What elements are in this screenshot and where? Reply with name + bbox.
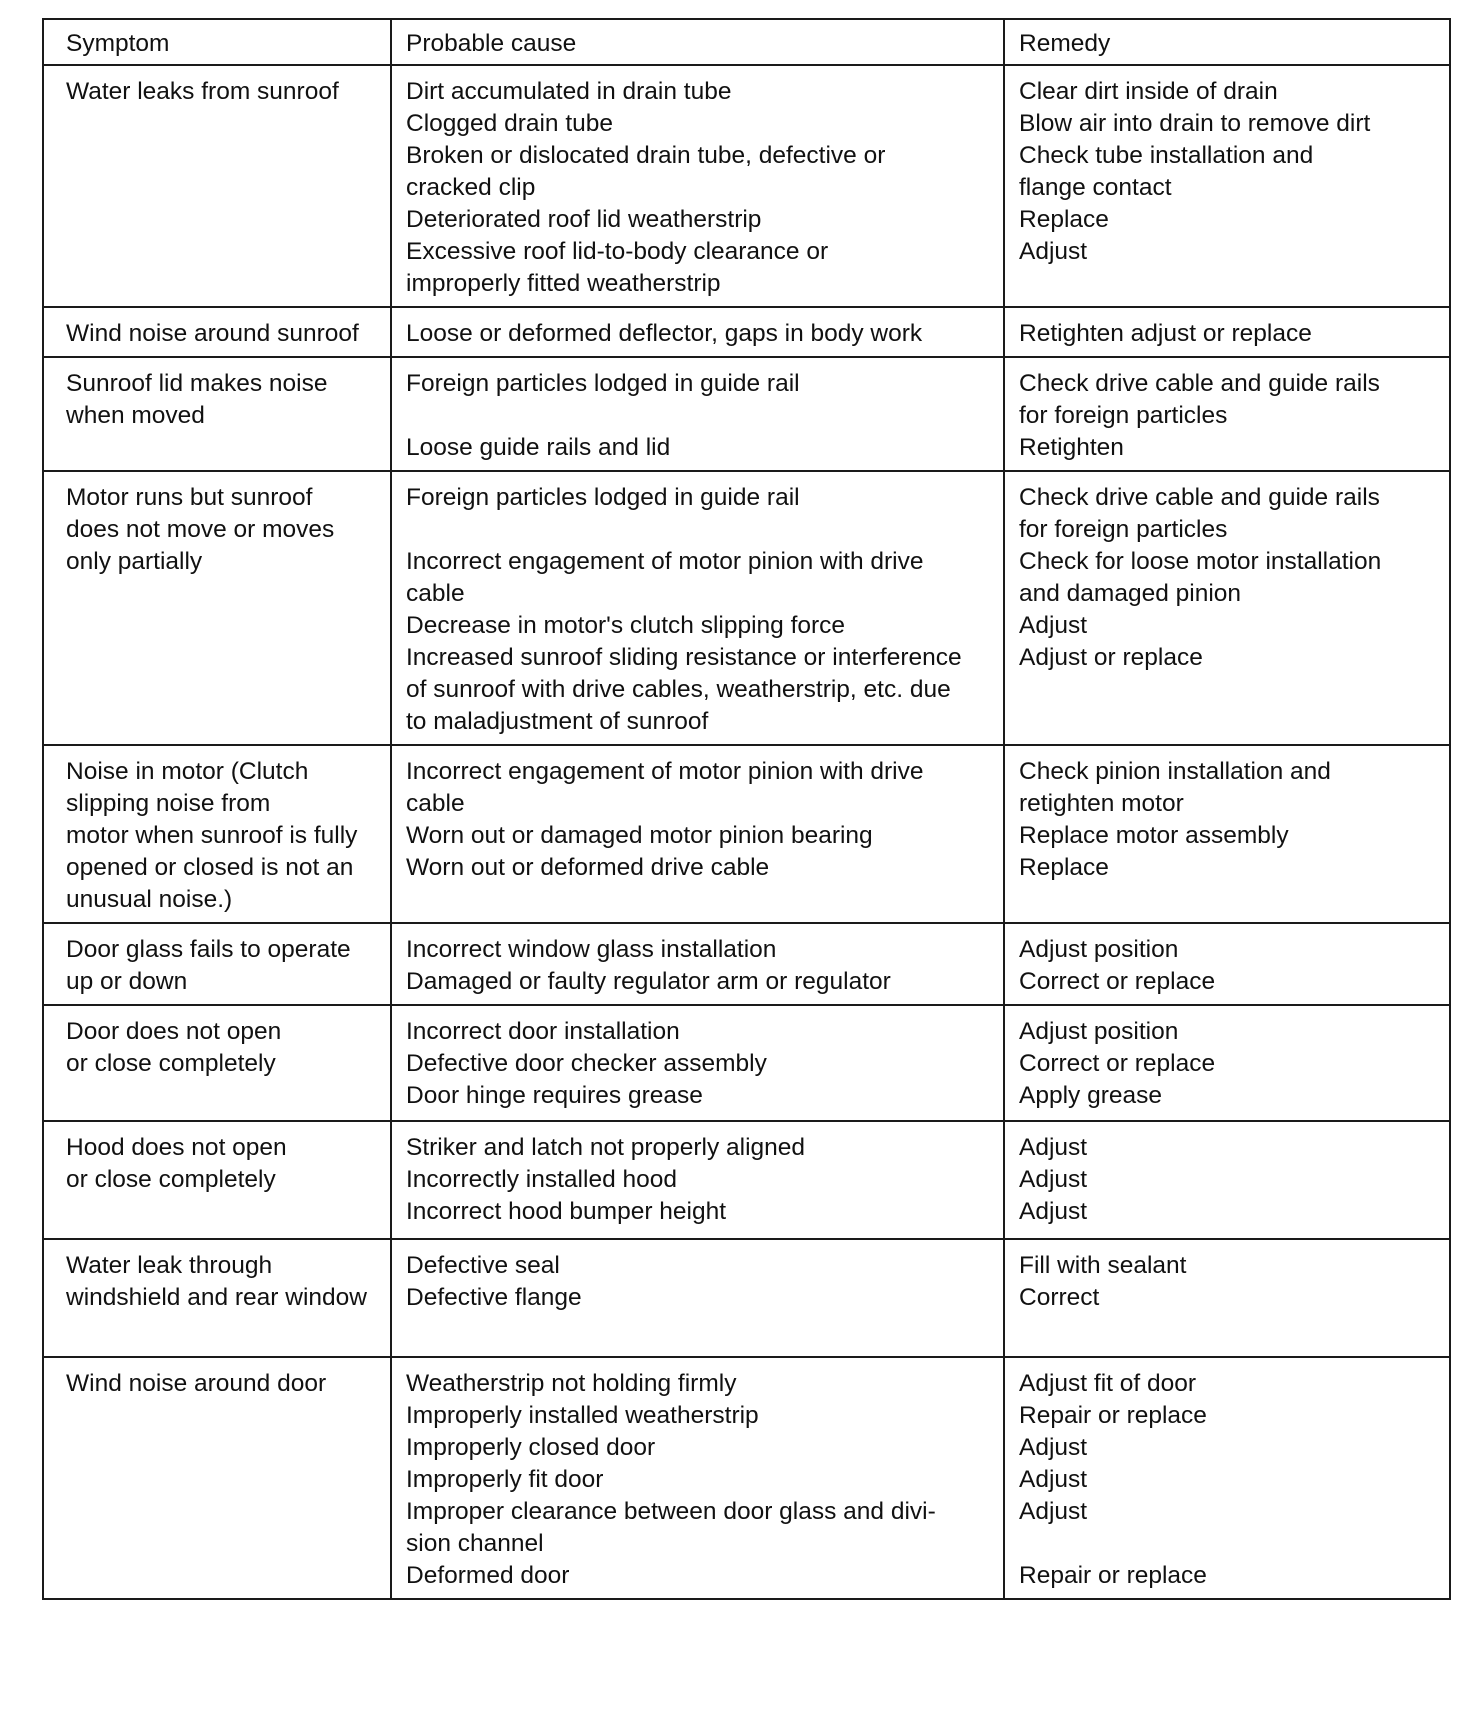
cause-line: Weatherstrip not holding firmly <box>406 1370 737 1397</box>
remedy-line: Adjust position <box>1019 1018 1179 1045</box>
symptom-cell <box>43 1005 391 1121</box>
remedy-line: Replace <box>1019 206 1109 233</box>
cause-line: Improperly fit door <box>406 1466 604 1493</box>
remedy-cell <box>1004 471 1450 745</box>
probable-cause-cell <box>391 745 1004 923</box>
symptom-cell <box>43 357 391 471</box>
cause-line: Improper clearance between door glass and divi- <box>406 1498 936 1525</box>
cause-line: Broken or dislocated drain tube, defective or <box>406 142 886 169</box>
cause-line: Incorrectly installed hood <box>406 1166 678 1193</box>
remedy-line: Adjust <box>1019 1134 1088 1161</box>
cause-line: Incorrect engagement of motor pinion with drive <box>406 758 924 785</box>
cause-line: Excessive roof lid-to-body clearance or <box>406 238 829 265</box>
cause-line: Incorrect hood bumper height <box>406 1198 727 1225</box>
cause-line: Foreign particles lodged in guide rail <box>406 484 800 511</box>
remedy-line: retighten motor <box>1019 790 1184 817</box>
remedy-line: for foreign particles <box>1019 402 1228 429</box>
symptom-line: slipping noise from <box>66 790 271 817</box>
symptom-cell <box>43 65 391 307</box>
remedy-line: Check tube installation and <box>1019 142 1314 169</box>
cause-line: Dirt accumulated in drain tube <box>406 78 732 105</box>
table-body <box>43 65 1450 1599</box>
header-row <box>43 19 1450 65</box>
remedy-line: Clear dirt inside of drain <box>1019 78 1278 105</box>
cause-line: Incorrect window glass installation <box>406 936 777 963</box>
remedy-cell <box>1004 1121 1450 1239</box>
cause-line: Foreign particles lodged in guide rail <box>406 370 800 397</box>
remedy-cell <box>1004 65 1450 307</box>
cause-line: of sunroof with drive cables, weatherstrip, etc. due <box>406 676 951 703</box>
cause-line: Damaged or faulty regulator arm or regulator <box>406 968 891 995</box>
table-row <box>43 1239 1450 1357</box>
remedy-line: Replace motor assembly <box>1019 822 1289 849</box>
symptom-line: unusual noise.) <box>66 886 233 913</box>
header-remedy: Remedy <box>1004 19 1450 65</box>
remedy-line: Replace <box>1019 854 1109 881</box>
symptom-line: or close completely <box>66 1166 276 1193</box>
probable-cause-cell <box>391 65 1004 307</box>
remedy-line: Adjust position <box>1019 936 1179 963</box>
symptom-line: Sunroof lid makes noise <box>66 370 328 397</box>
symptom-line: Door does not open <box>66 1018 282 1045</box>
cause-line: sion channel <box>406 1530 544 1557</box>
cause-line: cracked clip <box>406 174 536 201</box>
remedy-line: Repair or replace <box>1019 1562 1207 1589</box>
symptom-line: motor when sunroof is fully <box>66 822 358 849</box>
cause-line: Defective seal <box>406 1252 560 1279</box>
probable-cause-cell <box>391 923 1004 1005</box>
remedy-line: Check pinion installation and <box>1019 758 1331 785</box>
remedy-line <box>1019 1528 1437 1560</box>
probable-cause-cell <box>391 1121 1004 1239</box>
cause-line: Deteriorated roof lid weatherstrip <box>406 206 762 233</box>
cause-line: cable <box>406 580 465 607</box>
table-row <box>43 1005 1450 1121</box>
table-row <box>43 471 1450 745</box>
probable-cause-cell <box>391 1005 1004 1121</box>
cause-line: Striker and latch not properly aligned <box>406 1134 806 1161</box>
cause-line: Defective door checker assembly <box>406 1050 767 1077</box>
remedy-cell <box>1004 1239 1450 1357</box>
remedy-line: Repair or replace <box>1019 1402 1207 1429</box>
symptom-line: windshield and rear window <box>66 1284 367 1311</box>
remedy-line: and damaged pinion <box>1019 580 1242 607</box>
symptom-line: Motor runs but sunroof <box>66 484 313 511</box>
symptom-cell <box>43 307 391 357</box>
cause-line: Worn out or damaged motor pinion bearing <box>406 822 873 849</box>
cause-line: Incorrect engagement of motor pinion with drive <box>406 548 924 575</box>
troubleshooting-table <box>42 18 1451 1600</box>
symptom-cell <box>43 923 391 1005</box>
symptom-line: Wind noise around door <box>66 1370 327 1397</box>
cause-line: cable <box>406 790 465 817</box>
remedy-line: Adjust <box>1019 1166 1088 1193</box>
symptom-line: Door glass fails to operate <box>66 936 351 963</box>
remedy-line: Adjust <box>1019 1498 1088 1525</box>
probable-cause-cell <box>391 1357 1004 1599</box>
cause-line: Loose guide rails and lid <box>406 434 671 461</box>
table-row <box>43 1357 1450 1599</box>
remedy-cell <box>1004 923 1450 1005</box>
symptom-line: Hood does not open <box>66 1134 287 1161</box>
table-row <box>43 65 1450 307</box>
remedy-line: Apply grease <box>1019 1082 1163 1109</box>
cause-line: Incorrect door installation <box>406 1018 680 1045</box>
cause-line <box>406 400 991 432</box>
cause-line: Door hinge requires grease <box>406 1082 703 1109</box>
table-row <box>43 357 1450 471</box>
remedy-cell <box>1004 745 1450 923</box>
remedy-line: flange contact <box>1019 174 1172 201</box>
remedy-line: Correct or replace <box>1019 1050 1216 1077</box>
cause-line: to maladjustment of sunroof <box>406 708 709 735</box>
header-symptom: Symptom <box>43 19 391 65</box>
cause-line: Defective flange <box>406 1284 582 1311</box>
remedy-line: Correct or replace <box>1019 968 1216 995</box>
cause-line: Improperly installed weatherstrip <box>406 1402 759 1429</box>
remedy-line: Adjust fit of door <box>1019 1370 1197 1397</box>
remedy-cell <box>1004 307 1450 357</box>
table-row <box>43 1121 1450 1239</box>
table-row <box>43 307 1450 357</box>
remedy-line: Fill with sealant <box>1019 1252 1187 1279</box>
cause-line: Increased sunroof sliding resistance or interference <box>406 644 962 671</box>
remedy-line: Retighten <box>1019 434 1124 461</box>
probable-cause-cell <box>391 1239 1004 1357</box>
remedy-line: Adjust or replace <box>1019 644 1203 671</box>
symptom-cell <box>43 1357 391 1599</box>
table-row <box>43 923 1450 1005</box>
remedy-line: Adjust <box>1019 612 1088 639</box>
header-probable-cause: Probable cause <box>391 19 1004 65</box>
remedy-line: for foreign particles <box>1019 516 1228 543</box>
symptom-line: when moved <box>66 402 205 429</box>
remedy-line: Check for loose motor installation <box>1019 548 1382 575</box>
cause-line: Improperly closed door <box>406 1434 656 1461</box>
symptom-cell <box>43 1239 391 1357</box>
symptom-line: Water leak through <box>66 1252 273 1279</box>
remedy-line: Adjust <box>1019 1198 1088 1225</box>
remedy-line: Adjust <box>1019 1466 1088 1493</box>
symptom-line: or close completely <box>66 1050 276 1077</box>
remedy-line: Blow air into drain to remove dirt <box>1019 110 1371 137</box>
remedy-line: Retighten adjust or replace <box>1019 320 1312 347</box>
symptom-line: up or down <box>66 968 188 995</box>
remedy-cell <box>1004 357 1450 471</box>
cause-line <box>406 514 991 546</box>
symptom-line: Water leaks from sunroof <box>66 78 339 105</box>
cause-line: Decrease in motor's clutch slipping force <box>406 612 846 639</box>
symptom-line: does not move or moves <box>66 516 335 543</box>
remedy-line: Correct <box>1019 1284 1100 1311</box>
remedy-cell <box>1004 1005 1450 1121</box>
symptom-cell <box>43 745 391 923</box>
table-row <box>43 745 1450 923</box>
remedy-line: Check drive cable and guide rails <box>1019 484 1380 511</box>
symptom-cell <box>43 1121 391 1239</box>
cause-line: Deformed door <box>406 1562 570 1589</box>
cause-line: improperly fitted weatherstrip <box>406 270 721 297</box>
cause-line: Loose or deformed deflector, gaps in body work <box>406 320 923 347</box>
remedy-line: Check drive cable and guide rails <box>1019 370 1380 397</box>
cause-line: Worn out or deformed drive cable <box>406 854 770 881</box>
symptom-cell <box>43 471 391 745</box>
symptom-line: Wind noise around sunroof <box>66 320 359 347</box>
symptom-line: only partially <box>66 548 203 575</box>
remedy-cell <box>1004 1357 1450 1599</box>
probable-cause-cell <box>391 357 1004 471</box>
remedy-line: Adjust <box>1019 1434 1088 1461</box>
probable-cause-cell <box>391 307 1004 357</box>
cause-line: Clogged drain tube <box>406 110 614 137</box>
symptom-line: Noise in motor (Clutch <box>66 758 309 785</box>
remedy-line: Adjust <box>1019 238 1088 265</box>
probable-cause-cell <box>391 471 1004 745</box>
symptom-line: opened or closed is not an <box>66 854 354 881</box>
